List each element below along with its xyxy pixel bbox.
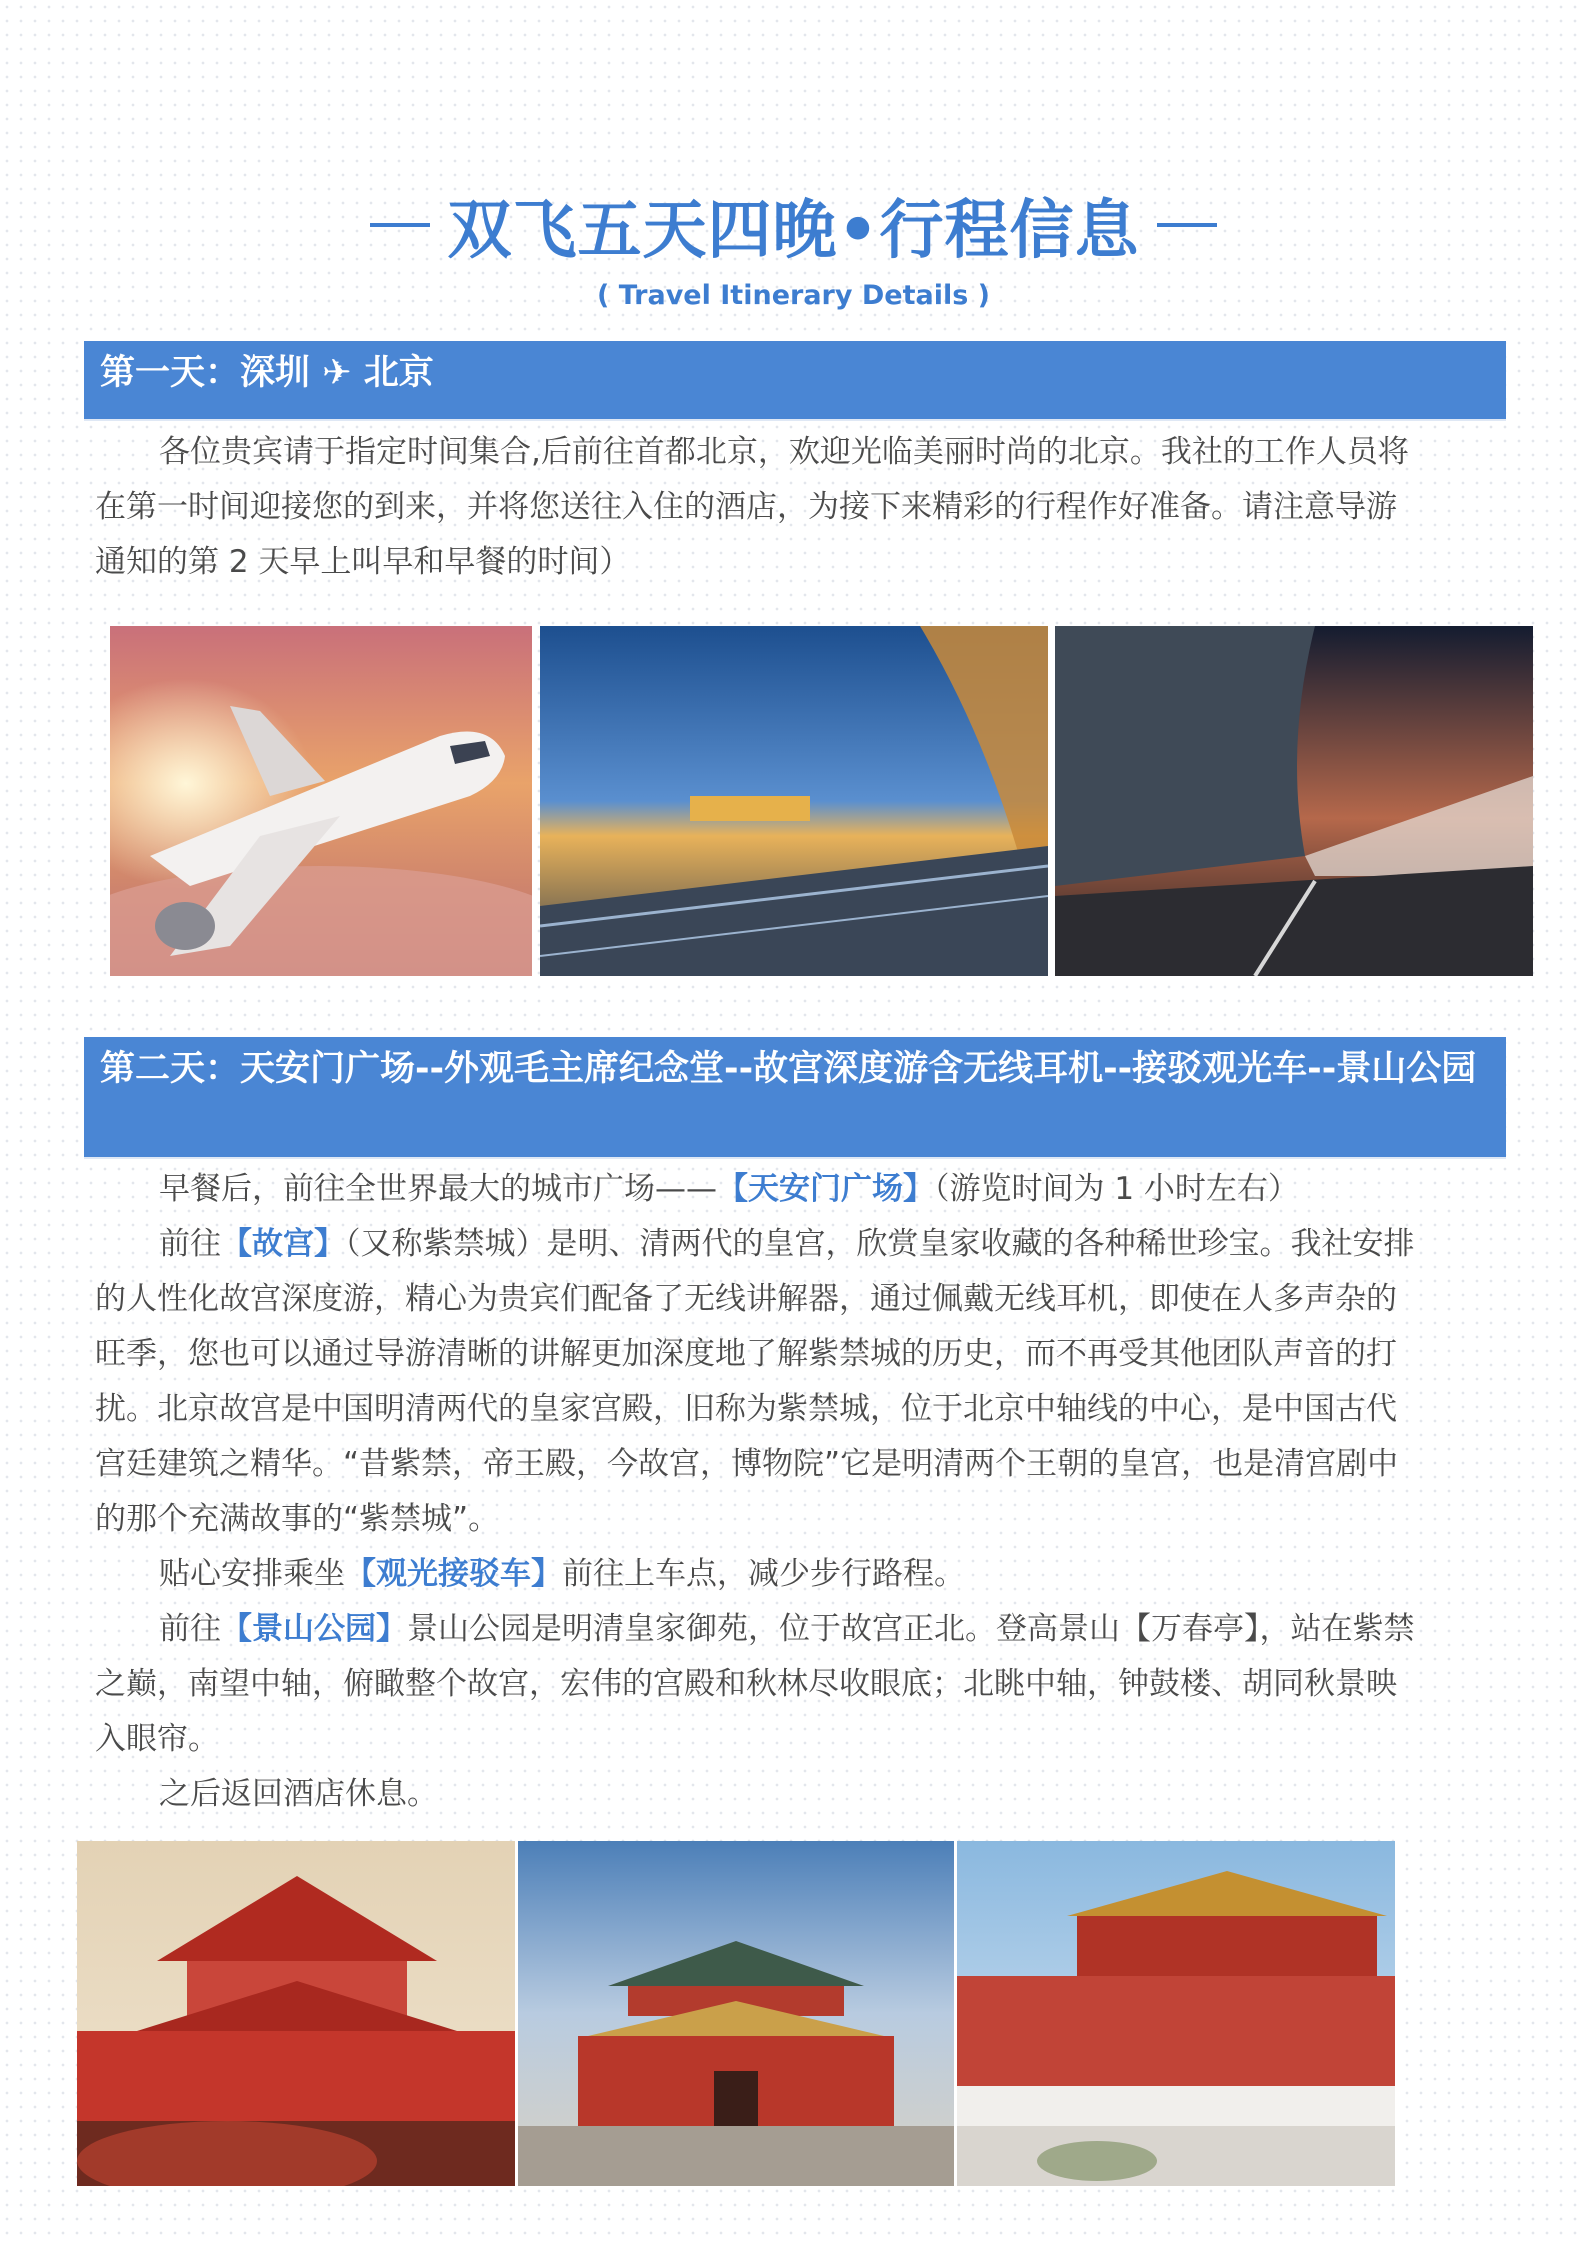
shuttle-highlight: 【观光接驳车】 <box>345 1556 562 1592</box>
forbidden-city-gate-photo <box>518 1841 954 2186</box>
day2-heading: 第二天：天安门广场--外观毛主席纪念堂--故宫深度游含无线耳机--接驳观光车--景山公园 <box>100 1049 1477 1089</box>
title-left-dash <box>370 223 430 227</box>
page-title: 双飞五天四晚•行程信息 <box>447 194 1140 268</box>
day1-paragraph: 各位贵宾请于指定时间集合,后前往首都北京，欢迎光临美丽时尚的北京。我社的工作人员将在第一时间迎接您的到来，并将您送往入住的酒店，为接下来精彩的行程作好准备。请注意导游通知的第 2 天早上叫早和早餐的时间） <box>95 434 1409 580</box>
forbidden-city-highlight: 【故宫】 <box>221 1226 345 1262</box>
title-right-dash <box>1157 223 1217 227</box>
day2-p4-body: 景山公园是明清皇家御苑，位于故宫正北。登高景山【万春亭】，站在紫禁之巅，南望中轴，俯瞰整个故宫，宏伟的宫殿和秋林尽收眼底；北眺中轴，钟鼓楼、胡同秋景映入眼帘。 <box>95 1611 1415 1757</box>
day1-body <box>95 425 1415 590</box>
day1-heading: 第一天：深圳 ✈ 北京 <box>100 353 434 393</box>
jingshan-highlight: 【景山公园】 <box>221 1611 407 1647</box>
day2-p2-body: （又称紫禁城）是明、清两代的皇宫，欣赏皇家收藏的各种稀世珍宝。我社安排的人性化故宫深度游，精心为贵宾们配备了无线讲解器，通过佩戴无线耳机，即使在人多声杂的旺季，您也可以通过导游清晰的讲解更加深度地了解紫禁城的历史，而不再受其他团队声音的打扰。北京故宫是中国明清两代的皇家宫殿，旧称为紫禁城，位于北京中轴线的中心，是中国古代宫廷建筑之精华。“昔紫禁，帝王殿，今故宫，博物院”它是明清两个王朝的皇宫，也是清宫剧中的那个充满故事的“紫禁城”。 <box>95 1226 1415 1537</box>
meridian-gate-photo <box>957 1841 1395 2186</box>
day2-p1-text: 早餐后，前往全世界最大的城市广场—— <box>159 1171 717 1207</box>
page-title-row <box>0 180 1587 270</box>
day2-p4-text: 前往 <box>159 1611 221 1647</box>
day1-heading-banner <box>84 341 1506 421</box>
day2-paragraph-forbidden-city <box>95 1217 1415 1547</box>
day2-p2-text: 前往 <box>159 1226 221 1262</box>
day2-heading-banner <box>84 1037 1506 1159</box>
day2-paragraph-shuttle <box>95 1547 1415 1602</box>
airplane-photo <box>110 626 532 976</box>
airport-exterior-photo <box>1055 626 1533 976</box>
page-subtitle: ( Travel Itinerary Details ) <box>596 280 991 311</box>
tiananmen-gate-photo <box>77 1841 515 2186</box>
day2-p1-note: （游览时间为 1 小时左右） <box>934 1171 1299 1207</box>
day2-paragraph-tiananmen <box>95 1162 1415 1217</box>
day2-paragraph-return: 之后返回酒店休息。 <box>159 1776 438 1812</box>
day2-p3-text: 贴心安排乘坐 <box>159 1556 345 1592</box>
day2-body <box>95 1162 1415 1822</box>
day2-p3-body: 前往上车点，减少步行路程。 <box>562 1556 965 1592</box>
day2-paragraph-jingshan <box>95 1602 1415 1767</box>
tiananmen-highlight: 【天安门广场】 <box>717 1171 934 1207</box>
airport-terminal-photo <box>540 626 1048 976</box>
